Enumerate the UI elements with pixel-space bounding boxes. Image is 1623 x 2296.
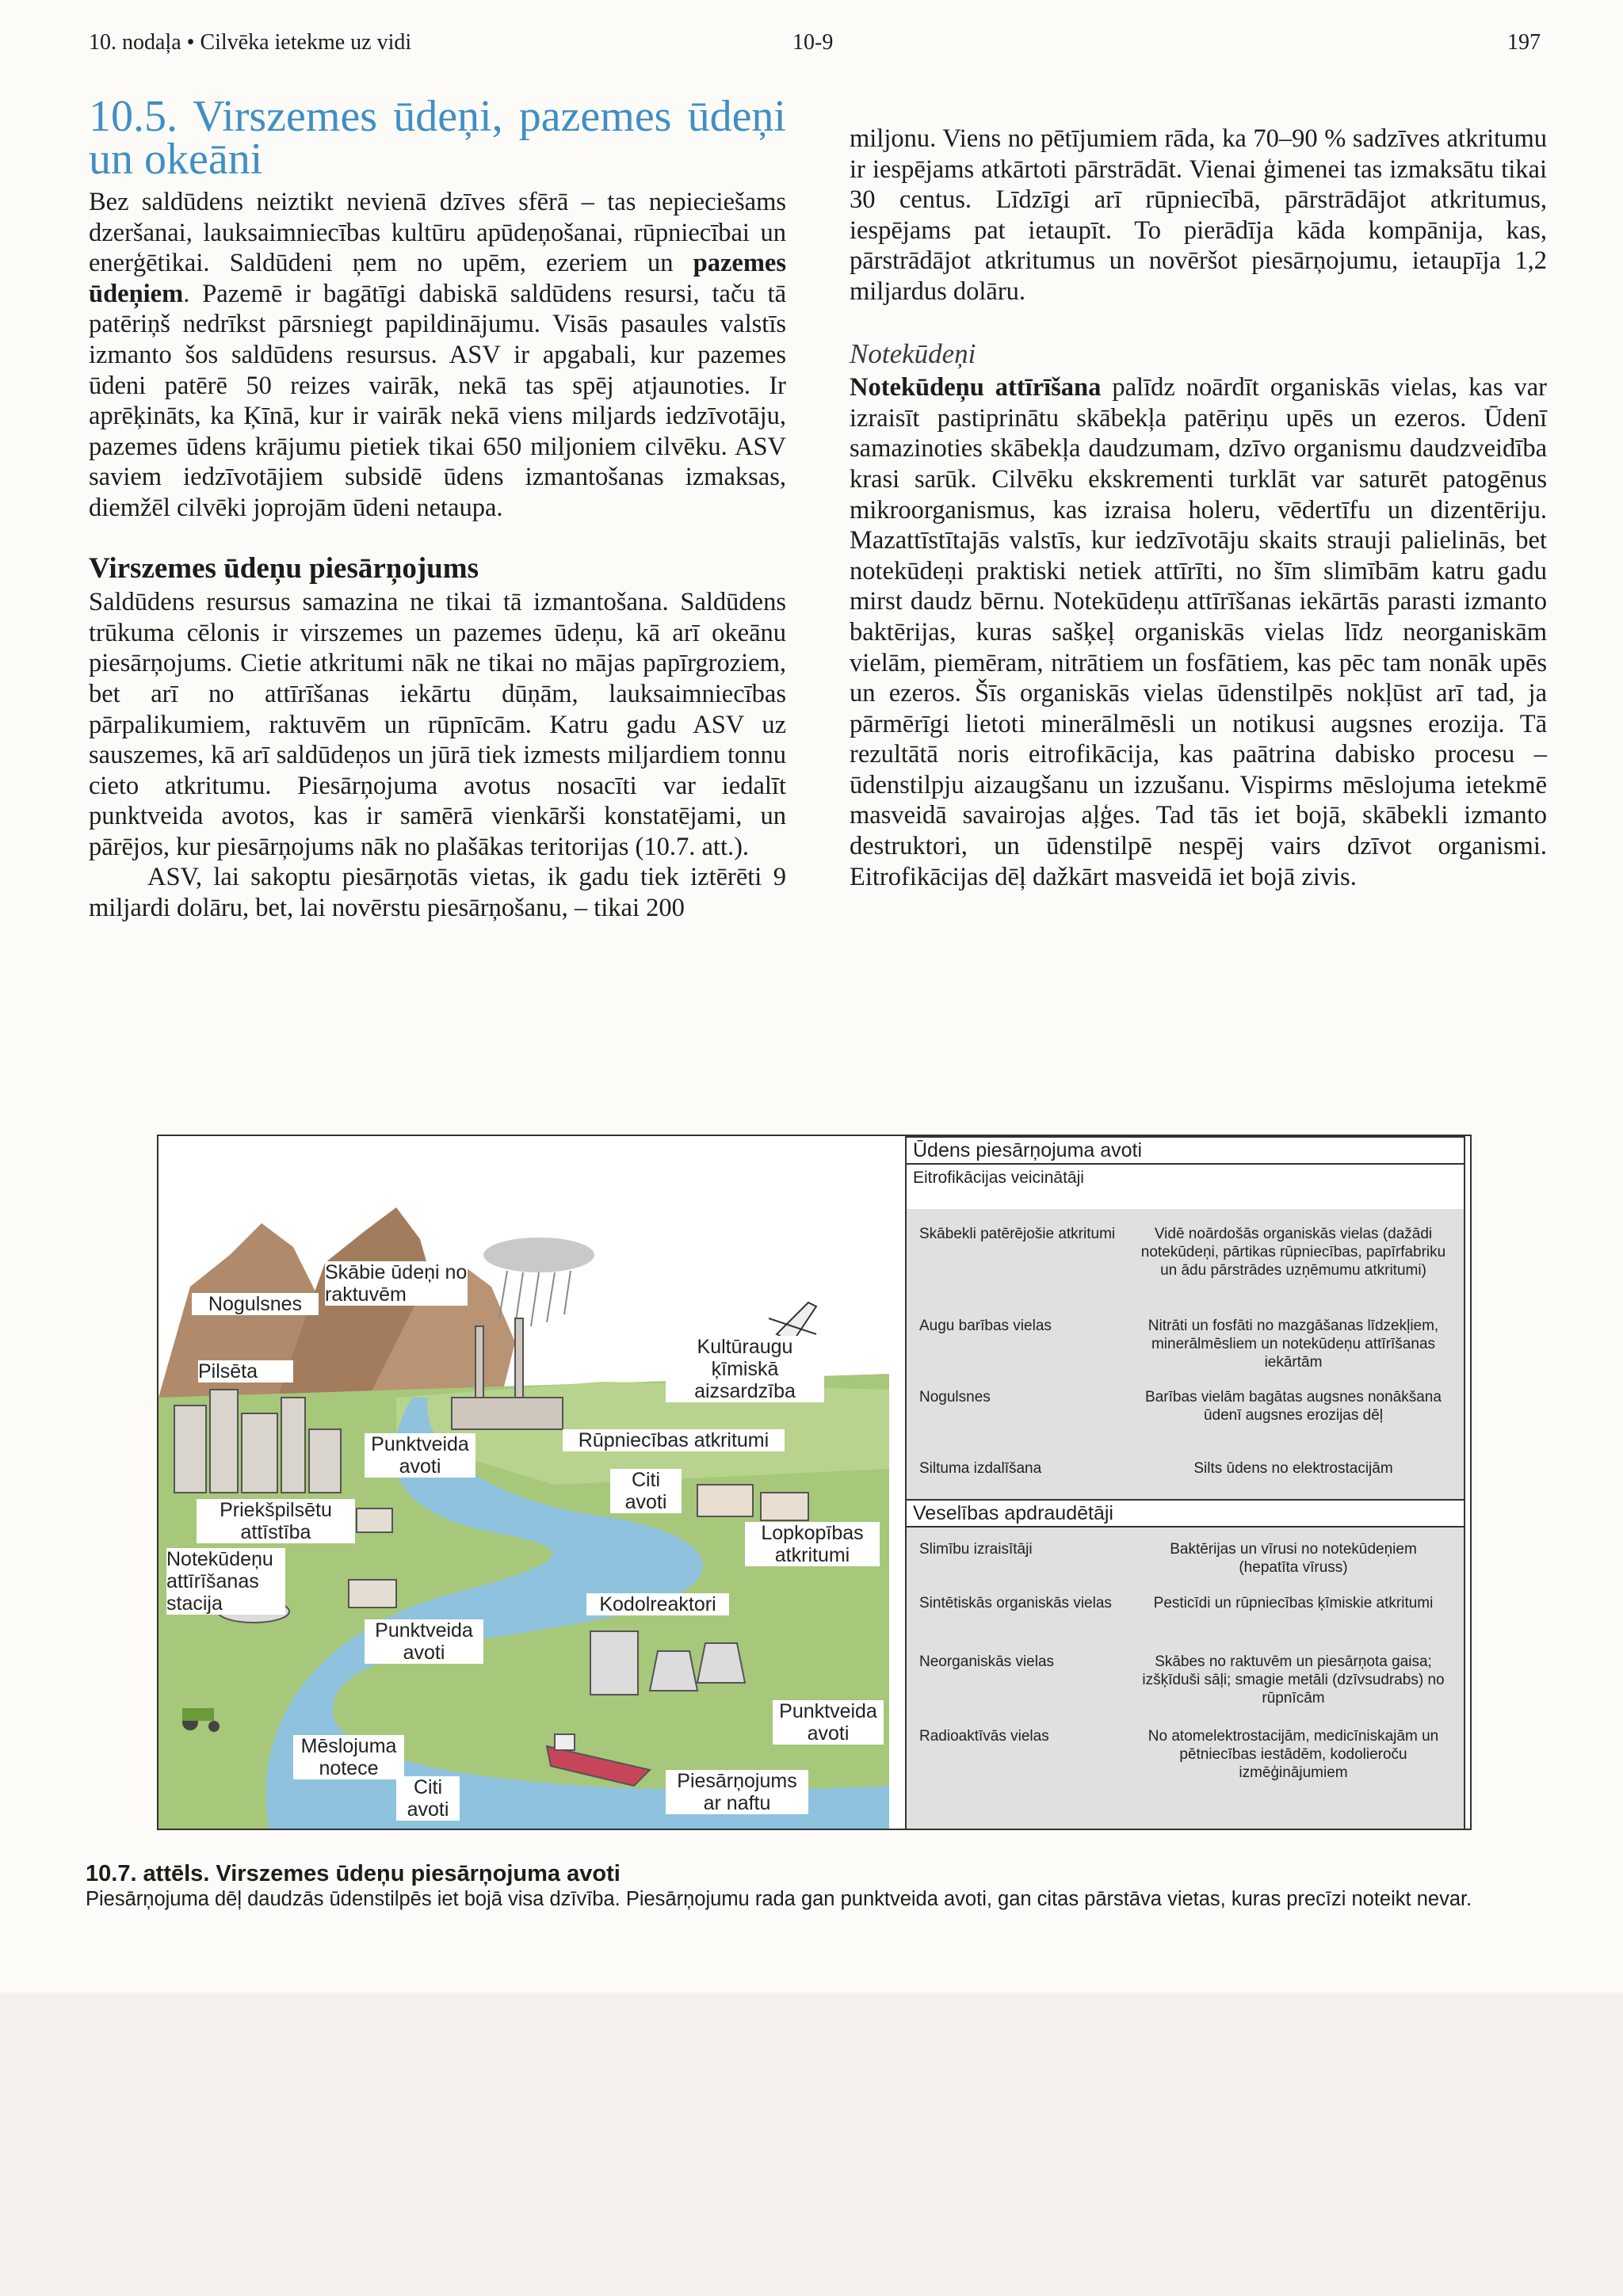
row-right: Silts ūdens no elektrostacijām — [1193, 1460, 1393, 1477]
label-nogulsnes: Nogulsnes — [192, 1293, 319, 1315]
panel-title: Ūdens piesārņojuma avoti — [905, 1136, 1465, 1165]
row-right: Nitrāti un fosfāti no mazgāšanas līdzekļiem, minerālmēsliem un notekūdeņu attīrīšanas iekārtām — [1148, 1318, 1439, 1371]
label-kodolreaktori: Kodolreaktori — [586, 1593, 729, 1615]
section-title: 10.5. Virszemes ūdeņi, pazemes ūdeņi un okeāni — [89, 92, 786, 184]
row-right: No atomelektrostacijām, medicīniskajām un pētniecības iestādēm, kodolieroču izmēģinājumiem — [1148, 1728, 1439, 1781]
subsection-heading-italic: Notekūdeņi — [850, 338, 976, 369]
figure-water-pollution — [157, 1135, 1472, 1830]
caption-title: 10.7. attēls. Virszemes ūdeņu piesārņojuma avoti — [86, 1861, 621, 1886]
label-pilseta: Pilsēta — [198, 1360, 293, 1383]
paragraph: Saldūdens resursus samazina ne tikai tā izmantošana. Saldūdens trūkuma cēlonis ir virszemes un pazemes ūdeņu, kā arī okeānu piesārņojums. Cietie atkritumi nāk ne tikai no mājas papīrgroziem, bet arī no attīrīšanas iekārtu dūņām, lauksaimniecības pārpalikumiem, raktuvēm un rūpnīcām. Katru gadu ASV uz sauszemes, kā arī saldūdeņos un jūrā tiek izmests miljardiem tonnu cieto atkritumu. Piesārņojuma avotus nosacīti var iedalīt punktveida avotos, kas ir samērā vienkārši konstatējami, un pārējos, kur piesārņojums nāk no plašākas teritorijas (10.7. att.). — [89, 588, 786, 861]
row-left: Nogulsnes — [919, 1389, 991, 1405]
label-naftu: Piesārņojums ar naftu — [666, 1770, 808, 1814]
running-header-chapter: 10. nodaļa • Cilvēka ietekme uz vidi — [89, 30, 412, 55]
row-left: Radioaktīvās vielas — [919, 1728, 1049, 1745]
left-column — [89, 92, 786, 924]
label-rupniecibas: Rūpniecības atkritumi — [563, 1429, 785, 1451]
row-left: Skābekli patērējošie atkritumi — [919, 1226, 1116, 1242]
subsection-heading: Virszemes ūdeņu piesārņojums — [89, 551, 479, 585]
row-right: Vidē noārdošās organiskās vielas (dažādi notekūdeņi, pārtikas rūpniecības, papīrfabriku un ādu pārstrādes uzņēmumu atkritumi) — [1140, 1226, 1446, 1279]
row-right: Pesticīdi un rūpniecības ķīmiskie atkritumi — [1153, 1595, 1434, 1611]
right-column — [850, 124, 1547, 892]
label-punktveida-3: Punktveida avoti — [773, 1700, 884, 1745]
running-header-code: 10-9 — [792, 30, 834, 55]
row-left: Augu barības vielas — [919, 1318, 1052, 1334]
label-notekudenu: Notekūdeņu attīrīšanas stacija — [166, 1548, 285, 1615]
label-priekspilsetu: Priekšpilsētu attīstība — [197, 1499, 355, 1543]
panel-group-health: Veselības apdraudētāji — [905, 1499, 1465, 1527]
label-punktveida-2: Punktveida avoti — [365, 1619, 483, 1664]
key-term: Notekūdeņu attīrīšana — [850, 373, 1102, 402]
pollution-sources-panel — [889, 1136, 1470, 1829]
intro-paragraph: Bez saldūdens neiztikt nevienā dzīves sfērā – tas nepieciešams dzeršanai, lauksaimniecības kultūru apūdeņošanai, rūpniecībai un enerģētikai. Saldūdeni ņem no upēm, ezeriem un pazemes ūdeņiem. Pazemē ir bagātīgi dabiskā saldūdens resursi, taču tā patēriņš nedrīkst pārsniegt papildinājumu. Visās pasaules valstīs izmanto šos saldūdens resursus. ASV ir apgabali, kur pazemes ūdeni patērē 50 reizes vairāk, nekā tas spēj atjaunoties. Ir aprēķināts, ka Ķīnā, kur ir vairāk nekā viens miljards iedzīvotāju, pazemes ūdens krājumu pietiek tikai 650 miljoniem cilvēku. ASV saviem iedzīvotājiem subsidē ūdens izmantošanas izmaksas, diemžēl cilvēki joprojām ūdeni netaupa. — [89, 188, 786, 522]
paragraph: ASV, lai sakoptu piesārņotās vietas, ik gadu tiek iztērēti 9 miljardi dolāru, bet, lai novērstu piesārņošanu, – tikai 200 — [89, 863, 786, 923]
label-lopkopibas: Lopkopības atkritumi — [745, 1522, 880, 1566]
panel-group-eutrophication: Eitrofikācijas veicinātāji — [905, 1163, 1465, 1212]
paragraph: miljonu. Viens no pētījumiem rāda, ka 70–90 % sadzīves atkritumu ir iespējams atkārtoti pārstrādāt. Vienai ģimenei tas izmaksātu tikai 30 centus. Līdzīgi arī rūpniecībā, pārstrādājot atkritumus, iespējams pat ietaupīt. To pierādīja kāda kompānija, kas, pārstrādājot atkritumus un novēršot piesārņojumu, ietaupīja 1,2 miljardus dolāru. — [850, 124, 1547, 306]
label-punktveida-1: Punktveida avoti — [365, 1433, 475, 1478]
label-kulturaugu: Kultūraugu ķīmiskā aizsardzība — [666, 1336, 824, 1402]
row-left: Neorganiskās vielas — [919, 1653, 1055, 1670]
label-citi-2: Citi avoti — [396, 1776, 460, 1821]
page-number: 197 — [1507, 30, 1541, 55]
row-left: Siltuma izdalīšana — [919, 1460, 1042, 1477]
label-citi-1: Citi avoti — [610, 1469, 682, 1513]
cloud — [483, 1238, 594, 1272]
label-skabie: Skābie ūdeņi no raktuvēm — [325, 1261, 468, 1306]
row-right: Skābes no raktuvēm un piesārņota gaisa; izšķīduši sāļi; smagie metāli (dzīvsudrabs) no rūpnīcām — [1142, 1653, 1445, 1707]
caption-text: Piesārņojuma dēļ daudzās ūdenstilpēs iet bojā visa dzīvība. Piesārņojumu rada gan punktveida avoti, gan citas pārstāva vietas, kuras precīzi noteikt nevar. — [86, 1888, 1472, 1910]
row-left: Slimību izraisītāji — [919, 1541, 1033, 1558]
paragraph: Notekūdeņu attīrīšana palīdz noārdīt organiskās vielas, kas var izraisīt pastiprinātu skābekļa patēriņu upēs un ezeros. Ūdenī samazinoties skābekļa daudzumam, dzīvo organismu daudzveidība krasi sarūk. Cilvēku ekskrementi turklāt var saturēt patogēnus mikroorganismus, kas izraisa holeru, vēdertīfu un dizentēriju. Mazattīstītajās valstīs, kur iedzīvotāju skaits strauji palielinās, bet notekūdeņi praktiski netiek attīrīti, no šīm slimībām katru gadu mirst daudz bērnu. Notekūdeņu attīrīšanas iekārtās parasti izmanto baktērijas, kuras sašķeļ organiskās vielas līdz neorganiskām vielām, piemēram, nitrātiem un fosfātiem, kas pēc tam nonāk upēs un ezeros. Šīs organiskās vielas ūdenstilpēs nokļūst arī tad, ja pārmērīgi lietoti minerālmēsli un notikusi augsnes erozija. Tā rezultātā noris eitrofikācija, kas paātrina dabisko procesu – ūdenstilpju aizaugšanu un izzušanu. Vispirms mēslojuma ietekmē masveidā savairojas aļģes. Tad tās iet bojā, skābekli izmanto destruktori, un ūdenstilpē nespēj vairs dzīvot organismi. Eitrofikācijas dēļ dažkārt masveidā iet bojā zivis. — [850, 373, 1547, 891]
row-right: Barības vielām bagātas augsnes nonākšana ūdenī augsnes erozijas dēļ — [1145, 1389, 1442, 1424]
figure-caption — [86, 1860, 1536, 1911]
label-meslojuma: Mēslojuma notece — [293, 1735, 404, 1779]
row-left: Sintētiskās organiskās vielas — [919, 1595, 1112, 1611]
row-right: Baktērijas un vīrusi no notekūdeņiem (hepatīta vīruss) — [1170, 1541, 1417, 1576]
key-term: pazemes ūdeņiem — [89, 249, 786, 308]
